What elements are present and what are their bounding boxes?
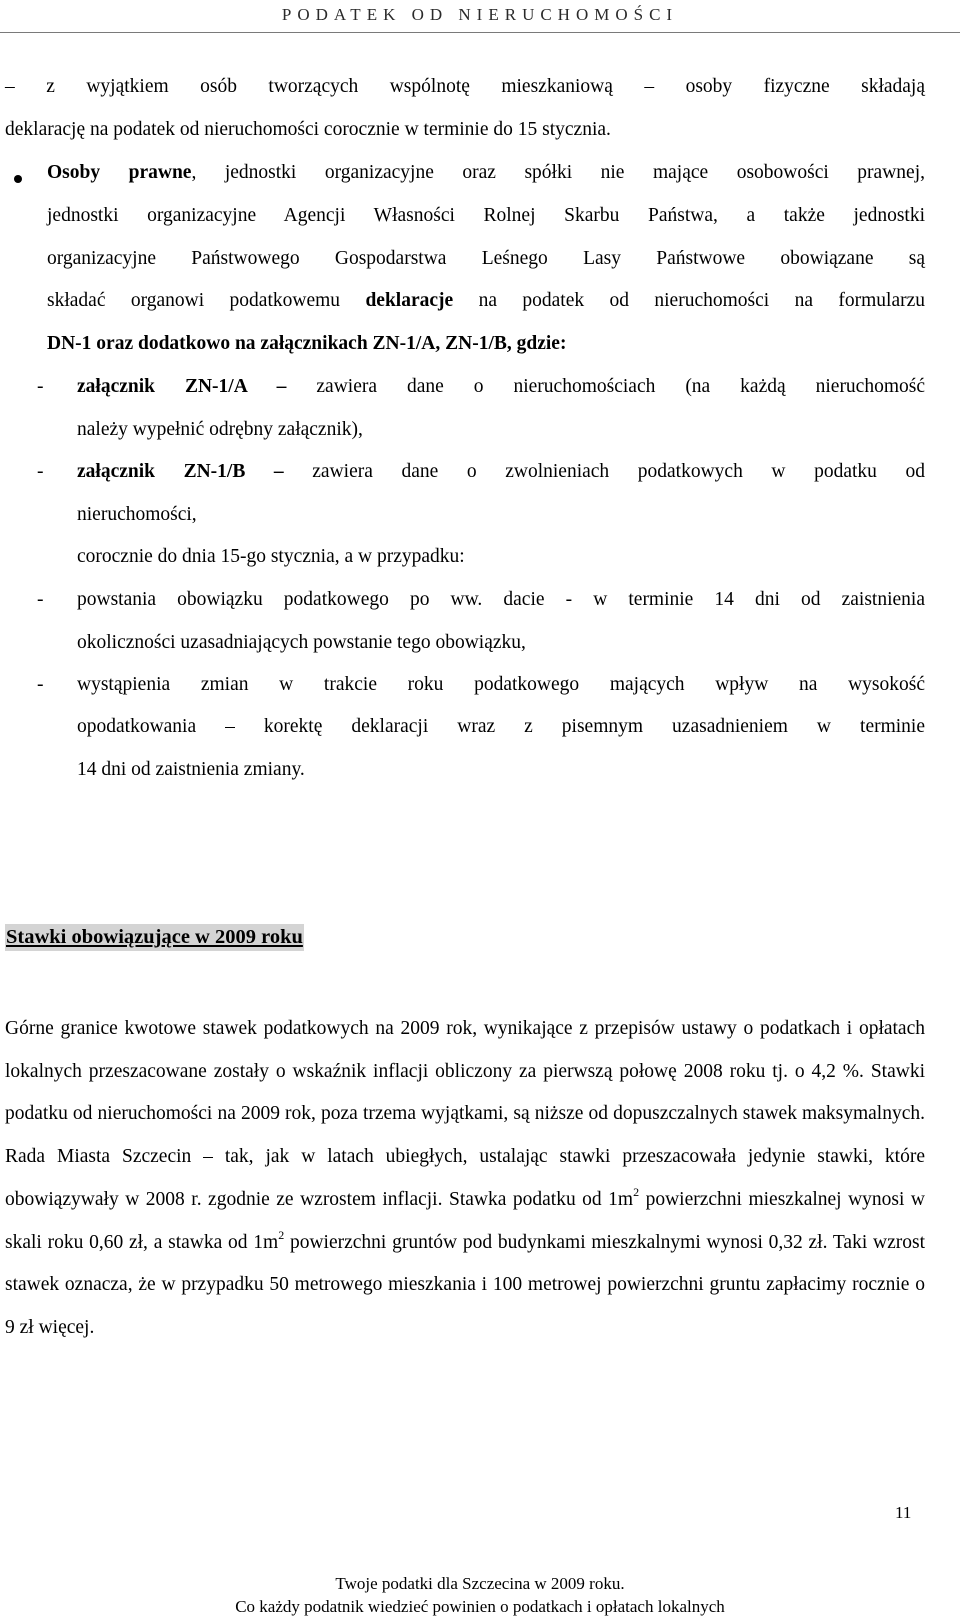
text-span: składać organowi podatkowemu bbox=[47, 290, 366, 311]
superscript: 2 bbox=[278, 1227, 285, 1242]
bullet-line-3: organizacyjne Państwowego Gospodarstwa Leśnego Lasy Państwowe obowiązane są bbox=[47, 248, 925, 269]
section-paragraph bbox=[5, 1008, 925, 1350]
list-item-b-line-2: nieruchomości, bbox=[77, 504, 197, 525]
header-divider bbox=[0, 32, 960, 33]
bold-text: załącznik ZN-1/B – bbox=[77, 461, 284, 482]
text-span: zawiera dane o nieruchomościach (na każdą nieruchomość bbox=[286, 376, 925, 397]
bold-text: DN-1 oraz dodatkowo na załącznikach ZN-1/A, ZN-1/B, gdzie: bbox=[47, 333, 567, 354]
text-span: zawiera dane o zwolnieniach podatkowych w podatku od bbox=[283, 461, 925, 482]
text-span: , jednostki organizacyjne oraz spółki nie mające osobowości prawnej, bbox=[191, 162, 925, 183]
bullet-dot-icon bbox=[14, 175, 22, 183]
list-dash: - bbox=[37, 674, 44, 695]
superscript: 2 bbox=[633, 1184, 640, 1199]
list-item-b-line-1 bbox=[77, 461, 925, 483]
list-item-d-line-3: 14 dni od zaistnienia zmiany. bbox=[77, 759, 305, 780]
list-item-c-line-1: powstania obowiązku podatkowego po ww. dacie - w terminie 14 dni od zaistnienia bbox=[77, 589, 925, 610]
bold-text: deklaracje bbox=[365, 290, 454, 311]
intro-line-1: – z wyjątkiem osób tworzących wspólnotę mieszkaniową – osoby fizyczne składają bbox=[5, 76, 925, 97]
bullet-line-2: jednostki organizacyjne Agencji Własności Rolnej Skarbu Państwa, a także jednostki bbox=[47, 205, 925, 226]
footer-line-1: Twoje podatki dla Szczecina w 2009 roku. bbox=[335, 1574, 625, 1593]
list-item-d-line-2: opodatkowania – korektę deklaracji wraz z pisemnym uzasadnieniem w terminie bbox=[77, 716, 925, 737]
page-number: 11 bbox=[895, 1503, 912, 1522]
section-heading: Stawki obowiązujące w 2009 roku bbox=[5, 924, 304, 951]
bullet-line-1 bbox=[47, 162, 925, 184]
bullet-line-5 bbox=[47, 333, 566, 355]
text-span: Górne granice kwotowe stawek podatkowych na 2009 rok, wynikające z przepisów ustawy o podatkach i opłatach lokalnych przeszacowane zostały o wskaźnik inflacji obliczony za pierwszą połowę 2008 roku tj. o 4,2 %. Stawki podatku od nieruchomości na 2009 rok, poza trzema wyjątkami, są niższe od dopuszczalnych stawek maksymalnych. Rada Miasta Szczecin – tak, jak w latach ubiegłych, ustalając stawki przeszacowała jedynie stawki, które obowiązywały w 2008 r. zgodnie ze wzrostem inflacji. Stawka podatku od 1m bbox=[5, 1018, 925, 1210]
list-item-c-line-2: okoliczności uzasadniających powstanie tego obowiązku, bbox=[77, 632, 526, 653]
page-header: PODATEK OD NIERUCHOMOŚCI bbox=[281, 5, 679, 24]
list-item-b-line-3: corocznie do dnia 15-go stycznia, a w przypadku: bbox=[77, 546, 465, 567]
list-dash: - bbox=[37, 589, 44, 610]
list-item-a-line-1 bbox=[77, 376, 925, 398]
text-span: na podatek od nieruchomości na formularzu bbox=[453, 290, 926, 311]
list-dash: - bbox=[37, 376, 44, 397]
footer-line-2: Co każdy podatnik wiedzieć powinien o podatkach i opłatach lokalnych bbox=[235, 1597, 725, 1616]
list-item-a-line-2: należy wypełnić odrębny załącznik), bbox=[77, 419, 363, 440]
bold-text: Osoby prawne bbox=[47, 162, 192, 183]
list-dash: - bbox=[37, 461, 44, 482]
text-span: powierzchni gruntów pod budynkami mieszkalnymi wynosi 0,32 zł. Taki wzrost stawek oznacza, że w przypadku 50 metrowego mieszkania i 100 metrowej powierzchni gruntu zapłacimy rocznie o 9 zł więcej. bbox=[5, 1231, 925, 1338]
intro-line-2: deklarację na podatek od nieruchomości corocznie w terminie do 15 stycznia. bbox=[5, 119, 611, 140]
bold-text: załącznik ZN-1/A – bbox=[77, 376, 287, 397]
text-span: powierzchni mieszkalnej wynosi w skali roku 0,60 zł, a stawka od 1m bbox=[5, 1188, 925, 1253]
list-item-d-line-1: wystąpienia zmian w trakcie roku podatkowego mających wpływ na wysokość bbox=[77, 674, 925, 695]
bullet-line-4 bbox=[47, 290, 925, 312]
